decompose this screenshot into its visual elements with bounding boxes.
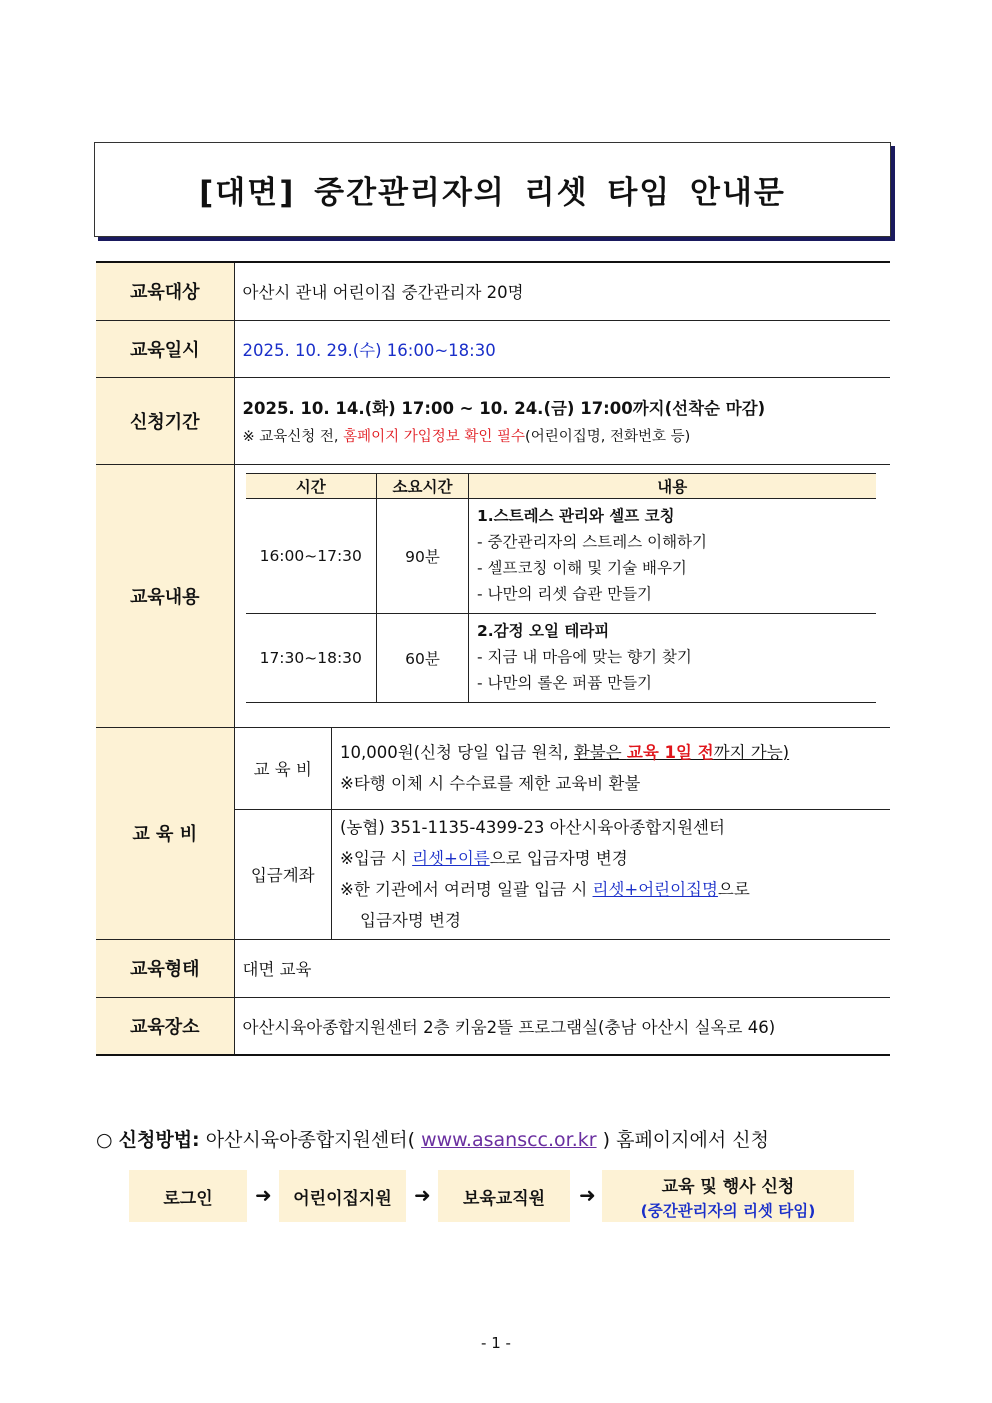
session-duration: 60분 bbox=[377, 613, 469, 702]
account-line-2 bbox=[340, 843, 890, 874]
row-form bbox=[96, 939, 890, 997]
value-content bbox=[234, 464, 890, 727]
fee-table bbox=[235, 728, 891, 939]
account-sub-value bbox=[332, 810, 891, 939]
session-item: - 셀프코칭 이해 및 기술 배우기 bbox=[477, 558, 687, 577]
account-row bbox=[235, 810, 891, 939]
account-line-3-a: ※한 기관에서 여러명 일괄 입금 시 bbox=[340, 880, 593, 900]
session-time: 16:00~17:30 bbox=[246, 498, 377, 613]
session-title: 1.스트레스 관리와 셀프 코칭 bbox=[477, 506, 675, 525]
website-link[interactable]: www.asanscc.or.kr bbox=[421, 1129, 597, 1151]
row-fee bbox=[96, 727, 890, 939]
fee-line-2: ※타행 이체 시 수수료를 제한 교육비 환불 bbox=[340, 774, 641, 794]
label-place: 교육장소 bbox=[96, 997, 234, 1055]
period-note-prefix: ※ 교육신청 전, bbox=[242, 429, 344, 445]
period-note bbox=[243, 425, 891, 446]
row-target bbox=[96, 262, 890, 320]
arrow-right-icon: ➜ bbox=[579, 1183, 596, 1207]
info-table bbox=[96, 261, 890, 1056]
value-fee bbox=[234, 727, 890, 939]
session-time: 17:30~18:30 bbox=[246, 613, 377, 702]
period-text: 2025. 10. 14.(화) 17:00 ~ 10. 24.(금) 17:00까지(선착순 마감) bbox=[242, 399, 766, 418]
flow-step-staff bbox=[438, 1170, 570, 1222]
account-line-2-b: 으로 입금자명 변경 bbox=[489, 849, 628, 869]
session-content bbox=[469, 498, 876, 613]
fee-line-1-red: 교육 1일 전 bbox=[626, 743, 714, 763]
schedule-table bbox=[246, 473, 876, 703]
fee-line-1-a: 10,000원(신청 당일 입금 원칙, bbox=[340, 743, 574, 763]
fee-sub-label: 교 육 비 bbox=[235, 728, 332, 810]
session-content bbox=[469, 613, 876, 702]
session-item: - 중간관리자의 스트레스 이해하기 bbox=[477, 532, 707, 551]
header-time: 시간 bbox=[246, 473, 377, 498]
arrow-right-icon: ➜ bbox=[414, 1183, 431, 1207]
label-period: 신청기간 bbox=[96, 377, 234, 464]
session-title: 2.감정 오일 테라피 bbox=[477, 621, 610, 640]
row-period bbox=[96, 377, 890, 464]
value-place: 아산시육아종합지원센터 2층 키움2뜰 프로그램실(충남 아산시 실옥로 46) bbox=[234, 997, 890, 1055]
row-datetime bbox=[96, 320, 890, 377]
value-form: 대면 교육 bbox=[234, 939, 890, 997]
page-number: - 1 - bbox=[481, 1334, 511, 1352]
account-line-1: (농협) 351-1135-4399-23 아산시육아종합지원센터 bbox=[340, 818, 725, 838]
account-line-4: 입금자명 변경 bbox=[360, 911, 461, 931]
flow-step-login bbox=[129, 1170, 247, 1222]
period-note-suffix: (어린이집명, 전화번호 등) bbox=[525, 429, 691, 445]
flow-step-sublabel: (중간관리자의 리셋 타임) bbox=[640, 1201, 816, 1220]
schedule-row bbox=[246, 613, 876, 702]
label-datetime: 교육일시 bbox=[96, 320, 234, 377]
application-flow bbox=[0, 1170, 992, 1222]
method-label: 신청방법: bbox=[118, 1129, 200, 1151]
arrow-right-icon: ➜ bbox=[255, 1183, 272, 1207]
session-item: - 나만의 롤온 퍼퓸 만들기 bbox=[477, 673, 653, 692]
account-sub-label: 입금계좌 bbox=[235, 810, 332, 939]
label-target: 교육대상 bbox=[96, 262, 234, 320]
schedule-row bbox=[246, 498, 876, 613]
account-line-2-a: ※입금 시 bbox=[340, 849, 413, 869]
session-item: - 나만의 리셋 습관 만들기 bbox=[477, 584, 653, 603]
flow-step-apply bbox=[602, 1170, 854, 1222]
bullet: ○ bbox=[96, 1129, 113, 1151]
label-form: 교육형태 bbox=[96, 939, 234, 997]
header-duration: 소요시간 bbox=[377, 473, 469, 498]
label-content: 교육내용 bbox=[96, 464, 234, 727]
schedule-header bbox=[246, 473, 876, 498]
flow-step-label: 로그인 bbox=[163, 1188, 213, 1209]
fee-sub-value bbox=[332, 728, 891, 810]
fee-line-1-b: 환불은 bbox=[573, 743, 627, 763]
method-text-a: 아산시육아종합지원센터( bbox=[205, 1129, 416, 1151]
page-title: [대면] 중간관리자의 리셋 타임 안내문 bbox=[199, 175, 786, 211]
application-method bbox=[96, 1125, 769, 1152]
account-line-3-blue: 리셋+어린이집명 bbox=[592, 880, 718, 900]
account-line-2-blue: 리셋+이름 bbox=[412, 849, 490, 869]
session-duration: 90분 bbox=[377, 498, 469, 613]
flow-step-label: 교육 및 행사 신청 bbox=[661, 1176, 795, 1197]
row-content bbox=[96, 464, 890, 727]
period-note-red: 홈페이지 가입정보 확인 필수 bbox=[343, 429, 526, 445]
fee-row bbox=[235, 728, 891, 810]
method-text-b: ) 홈페이지에서 신청 bbox=[602, 1129, 769, 1151]
value-target: 아산시 관내 어린이집 중간관리자 20명 bbox=[234, 262, 890, 320]
account-line-3-b: 으로 bbox=[717, 880, 750, 900]
flow-step-label: 어린이집지원 bbox=[293, 1188, 392, 1209]
fee-line-1-c: 까지 가능) bbox=[713, 743, 790, 763]
account-line-3 bbox=[340, 874, 890, 905]
flow-step-daycare bbox=[279, 1170, 406, 1222]
flow-step-label: 보육교직원 bbox=[462, 1188, 546, 1209]
value-period bbox=[234, 377, 890, 464]
row-place bbox=[96, 997, 890, 1055]
fee-line-1 bbox=[340, 737, 890, 768]
session-item: - 지금 내 마음에 맞는 향기 찾기 bbox=[477, 647, 692, 666]
header-content: 내용 bbox=[469, 473, 876, 498]
label-fee: 교 육 비 bbox=[96, 727, 234, 939]
value-datetime: 2025. 10. 29.(수) 16:00~18:30 bbox=[234, 320, 890, 377]
fee-line-1-underlined bbox=[574, 743, 789, 762]
title-box bbox=[94, 142, 891, 237]
